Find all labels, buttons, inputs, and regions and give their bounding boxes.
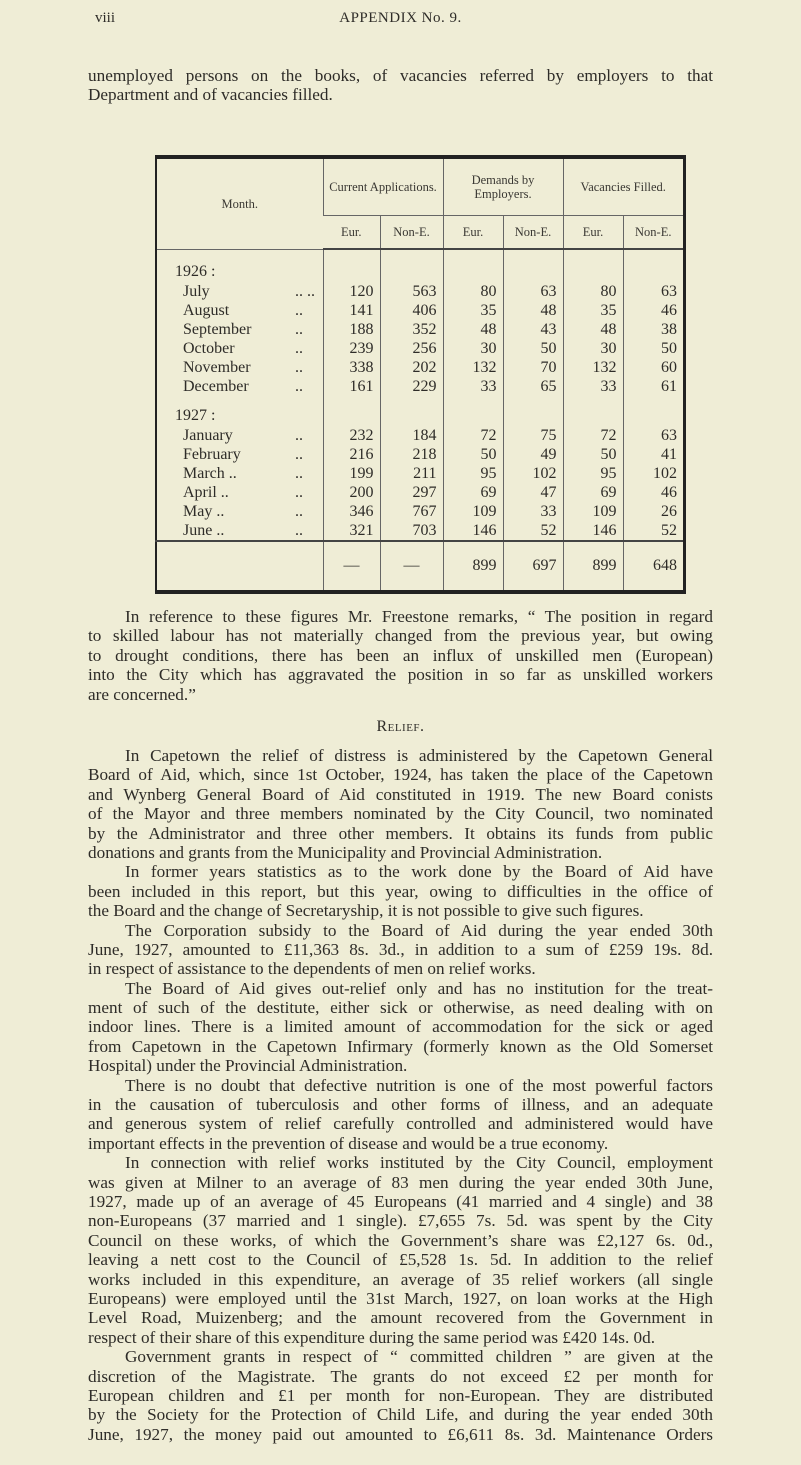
table-row xyxy=(156,320,685,339)
leader-dots: .. xyxy=(295,446,303,463)
paragraph xyxy=(88,1347,713,1444)
table-row xyxy=(156,483,685,502)
year-row xyxy=(156,262,685,282)
sub-header: Eur. xyxy=(563,216,623,250)
text-line: European children and £1 per month for non-European. They are distributed xyxy=(88,1385,713,1405)
value-cell: 563 xyxy=(380,282,443,301)
value-cell: 75 xyxy=(503,426,563,445)
value-cell: 69 xyxy=(443,483,503,502)
value-cell: 41 xyxy=(623,445,685,464)
total-cell: 899 xyxy=(443,541,503,592)
running-header: APPENDIX No. 9. xyxy=(339,10,462,26)
value-cell: 30 xyxy=(443,339,503,358)
month-label: January xyxy=(183,427,233,444)
leader-dots: .. xyxy=(295,378,303,395)
totals-row xyxy=(156,541,685,592)
value-cell: 38 xyxy=(623,320,685,339)
text-line: into the City which has aggravated the position in so far as unskilled workers xyxy=(88,665,713,685)
text-line: been included in this report, but this year, owing to difficulties in the office of xyxy=(88,881,713,901)
month-label: September xyxy=(183,321,252,338)
value-cell: 50 xyxy=(503,339,563,358)
value-cell: 352 xyxy=(380,320,443,339)
empty-cell xyxy=(323,406,380,426)
value-cell: 52 xyxy=(503,521,563,541)
value-cell: 30 xyxy=(563,339,623,358)
text-line: and Wynberg General Board of Aid constituted in 1919. The new Board conists xyxy=(88,784,713,804)
value-cell: 256 xyxy=(380,339,443,358)
empty-cell xyxy=(563,406,623,426)
text-line: by the Society for the Protection of Child Life, and during the year ended 30th xyxy=(88,1405,713,1425)
month-cell xyxy=(156,282,323,301)
total-cell: 648 xyxy=(623,541,685,592)
value-cell: 132 xyxy=(443,358,503,377)
value-cell: 43 xyxy=(503,320,563,339)
section-heading: Relief. xyxy=(376,718,425,735)
text-line: leaving a nett cost to the Council of £5,528 1s. 5d. In addition to the relief xyxy=(88,1250,713,1270)
group-header: Current Applications. xyxy=(323,157,443,216)
month-cell xyxy=(156,301,323,320)
text-line: donations and grants from the Municipality and Provincial Administration. xyxy=(88,842,603,862)
paragraph xyxy=(88,1153,713,1347)
value-cell: 120 xyxy=(323,282,380,301)
value-cell: 47 xyxy=(503,483,563,502)
year-label: 1927 : xyxy=(175,407,216,424)
text-line: The Corporation subsidy to the Board of Aid during the year ended 30th xyxy=(125,920,713,940)
table-row xyxy=(156,377,685,396)
text-line: In reference to these figures Mr. Freestone remarks, “ The position in regard xyxy=(125,607,713,626)
month-cell xyxy=(156,521,323,541)
year-label: 1926 : xyxy=(175,263,216,280)
relief-section xyxy=(88,746,713,1444)
text-line: ment of such of the destitute, either sick or otherwise, as need dealing with on xyxy=(88,998,713,1018)
empty-cell xyxy=(503,406,563,426)
value-cell: 33 xyxy=(503,502,563,521)
value-cell: 80 xyxy=(443,282,503,301)
text-line: non-Europeans (37 married and 1 single). £7,655 7s. 5d. was spent by the City xyxy=(88,1211,713,1231)
text-line: Europeans) were employed until the 31st March, 1927, on loan works at the High xyxy=(88,1288,713,1308)
value-cell: 35 xyxy=(443,301,503,320)
text-line: Council on these works, of which the Government’s share was £2,127 6s. 0d., xyxy=(88,1230,713,1250)
empty-cell xyxy=(380,406,443,426)
text-line: from Capetown in the Capetown Infirmary (formerly known as the Old Somerset xyxy=(88,1036,713,1056)
group-header: Demands by Employers. xyxy=(443,157,563,216)
value-cell: 35 xyxy=(563,301,623,320)
value-cell: 49 xyxy=(503,445,563,464)
month-label: November xyxy=(183,359,251,376)
total-cell: — xyxy=(323,541,380,592)
value-cell: 216 xyxy=(323,445,380,464)
text-line: important effects in the prevention of disease and would be a true economy. xyxy=(88,1133,609,1153)
text-line: There is no doubt that defective nutrition is one of the most powerful factors xyxy=(125,1075,713,1095)
empty-cell xyxy=(503,396,563,406)
paragraph xyxy=(88,1076,713,1154)
empty-cell xyxy=(323,262,380,282)
value-cell: 50 xyxy=(623,339,685,358)
value-cell: 200 xyxy=(323,483,380,502)
text-line: discretion of the Magistrate. The grants do not exceed £2 per month for xyxy=(88,1366,713,1386)
month-label: March .. xyxy=(183,465,237,482)
table-row xyxy=(156,464,685,483)
text-line: the Board and the change of Secretaryship, it is not possible to give such figures. xyxy=(88,901,644,921)
table-row xyxy=(156,502,685,521)
value-cell: 132 xyxy=(563,358,623,377)
value-cell: 406 xyxy=(380,301,443,320)
value-cell: 199 xyxy=(323,464,380,483)
text-line: are concerned.” xyxy=(88,684,196,704)
value-cell: 202 xyxy=(380,358,443,377)
value-cell: 52 xyxy=(623,521,685,541)
text-line: indoor lines. There is a limited amount of accommodation for the sick or aged xyxy=(88,1017,713,1037)
value-cell: 146 xyxy=(443,521,503,541)
text-line: of the Mayor and three members nominated by the City Council, two nominated xyxy=(88,804,713,824)
value-cell: 767 xyxy=(380,502,443,521)
month-column-header: Month. xyxy=(156,157,323,249)
leader-dots: .. xyxy=(295,465,303,482)
empty-cell xyxy=(623,406,685,426)
paragraph xyxy=(88,979,713,1076)
table-row xyxy=(156,445,685,464)
value-cell: 232 xyxy=(323,426,380,445)
month-label: June .. xyxy=(183,522,225,539)
value-cell: 61 xyxy=(623,377,685,396)
text-line: by the Administrator and three other members. It obtains its funds from public xyxy=(88,823,713,843)
value-cell: 211 xyxy=(380,464,443,483)
empty-cell xyxy=(623,262,685,282)
sub-header: Eur. xyxy=(323,216,380,250)
month-label: July xyxy=(183,283,210,300)
value-cell: 346 xyxy=(323,502,380,521)
month-cell xyxy=(156,464,323,483)
value-cell: 48 xyxy=(503,301,563,320)
month-cell xyxy=(156,426,323,445)
text-line: works included in this expenditure, an average of 35 relief workers (all single xyxy=(88,1269,713,1289)
table-row xyxy=(156,521,685,541)
value-cell: 188 xyxy=(323,320,380,339)
text-line: In former years statistics as to the work done by the Board of Aid have xyxy=(125,862,713,882)
month-label: April .. xyxy=(183,484,229,501)
empty-cell xyxy=(503,262,563,282)
month-cell xyxy=(156,320,323,339)
leader-dots: .. xyxy=(295,427,303,444)
page-number: viii xyxy=(95,10,116,26)
text-line: June, 1927, the money paid out amounted to £6,611 8s. 3d. Maintenance Orders xyxy=(88,1424,713,1444)
value-cell: 146 xyxy=(563,521,623,541)
leader-dots: .. xyxy=(295,302,303,319)
text-line: in respect of assistance to the dependents of men on relief works. xyxy=(88,959,536,979)
leader-dots: .. .. xyxy=(295,283,315,300)
value-cell: 46 xyxy=(623,301,685,320)
value-cell: 48 xyxy=(443,320,503,339)
month-cell xyxy=(156,377,323,396)
month-cell xyxy=(156,358,323,377)
paragraph xyxy=(88,921,713,979)
empty-cell xyxy=(623,249,685,262)
text-line: Government grants in respect of “ committed children ” are given at the xyxy=(125,1347,713,1367)
year-row xyxy=(156,406,685,426)
paragraph xyxy=(88,746,713,862)
table-row xyxy=(156,426,685,445)
spacer-row xyxy=(156,249,685,262)
value-cell: 102 xyxy=(623,464,685,483)
month-label: August xyxy=(183,302,230,319)
empty-cell xyxy=(563,262,623,282)
value-cell: 63 xyxy=(503,282,563,301)
value-cell: 63 xyxy=(623,282,685,301)
empty-cell xyxy=(563,396,623,406)
empty-cell xyxy=(323,249,380,262)
month-cell xyxy=(156,445,323,464)
value-cell: 338 xyxy=(323,358,380,377)
value-cell: 184 xyxy=(380,426,443,445)
text-line: Level Road, Muizenberg; and the amount recovered from the Government in xyxy=(88,1308,713,1328)
text-line: to skilled labour has not materially changed from the previous year, but owing xyxy=(88,626,713,646)
month-cell xyxy=(156,339,323,358)
value-cell: 229 xyxy=(380,377,443,396)
value-cell: 63 xyxy=(623,426,685,445)
text-line: In connection with relief works instituted by the City Council, employment xyxy=(125,1153,713,1173)
month-label: May .. xyxy=(183,503,225,520)
value-cell: 72 xyxy=(443,426,503,445)
value-cell: 72 xyxy=(563,426,623,445)
empty-cell xyxy=(380,396,443,406)
text-line: 1927, made up of an average of 45 Europeans (41 married and 4 single) and 38 xyxy=(88,1191,713,1211)
total-cell: — xyxy=(380,541,443,592)
empty-cell xyxy=(443,396,503,406)
table-row xyxy=(156,358,685,377)
value-cell: 703 xyxy=(380,521,443,541)
value-cell: 218 xyxy=(380,445,443,464)
empty-cell xyxy=(503,249,563,262)
empty-cell xyxy=(380,262,443,282)
month-label: February xyxy=(183,446,241,463)
empty-cell xyxy=(443,249,503,262)
text-line: The Board of Aid gives out-relief only and has no institution for the treat- xyxy=(125,978,713,998)
value-cell: 33 xyxy=(563,377,623,396)
value-cell: 50 xyxy=(563,445,623,464)
empty-cell xyxy=(623,396,685,406)
intro-paragraph xyxy=(88,66,713,105)
sub-header: Non-E. xyxy=(380,216,443,250)
month-label: December xyxy=(183,378,249,395)
leader-dots: .. xyxy=(295,359,303,376)
value-cell: 80 xyxy=(563,282,623,301)
value-cell: 26 xyxy=(623,502,685,521)
sub-header: Non-E. xyxy=(503,216,563,250)
total-cell: 899 xyxy=(563,541,623,592)
text-line: In Capetown the relief of distress is administered by the Capetown General xyxy=(125,746,713,765)
text-line: Board of Aid, which, since 1st October, 1924, has taken the place of the Capetown xyxy=(88,765,713,785)
text-line: Department and of vacancies filled. xyxy=(88,85,333,105)
text-line: respect of their share of this expenditure during the same period was £420 14s. 0d. xyxy=(88,1327,656,1347)
text-line: and generous system of relief carefully controlled and administered would have xyxy=(88,1114,713,1134)
group-header: Vacancies Filled. xyxy=(563,157,685,216)
leader-dots: .. xyxy=(295,321,303,338)
table-row xyxy=(156,339,685,358)
month-cell xyxy=(156,502,323,521)
text-line: to drought conditions, there has been an influx of unskilled men (European) xyxy=(88,645,713,665)
value-cell: 60 xyxy=(623,358,685,377)
total-cell: 697 xyxy=(503,541,563,592)
leader-dots: .. xyxy=(295,340,303,357)
month-cell xyxy=(156,483,323,502)
empty-cell xyxy=(323,396,380,406)
text-line: June, 1927, amounted to £11,363 8s. 3d., in addition to a sum of £259 19s. 8d. xyxy=(88,939,713,959)
value-cell: 321 xyxy=(323,521,380,541)
value-cell: 95 xyxy=(563,464,623,483)
text-line: in the causation of tuberculosis and other forms of illness, and an adequate xyxy=(88,1095,713,1115)
value-cell: 141 xyxy=(323,301,380,320)
empty-cell xyxy=(156,541,323,592)
value-cell: 70 xyxy=(503,358,563,377)
value-cell: 33 xyxy=(443,377,503,396)
empty-cell xyxy=(443,406,503,426)
freestone-paragraph xyxy=(88,607,713,704)
empty-cell xyxy=(563,249,623,262)
value-cell: 69 xyxy=(563,483,623,502)
empty-cell xyxy=(443,262,503,282)
table-row xyxy=(156,301,685,320)
value-cell: 109 xyxy=(443,502,503,521)
value-cell: 65 xyxy=(503,377,563,396)
sub-header: Eur. xyxy=(443,216,503,250)
table-row xyxy=(156,282,685,301)
value-cell: 161 xyxy=(323,377,380,396)
sub-header: Non-E. xyxy=(623,216,685,250)
value-cell: 109 xyxy=(563,502,623,521)
value-cell: 297 xyxy=(380,483,443,502)
value-cell: 50 xyxy=(443,445,503,464)
value-cell: 102 xyxy=(503,464,563,483)
leader-dots: .. xyxy=(295,484,303,501)
leader-dots: .. xyxy=(295,503,303,520)
value-cell: 239 xyxy=(323,339,380,358)
value-cell: 95 xyxy=(443,464,503,483)
value-cell: 46 xyxy=(623,483,685,502)
empty-cell xyxy=(380,249,443,262)
month-label: October xyxy=(183,340,235,357)
value-cell: 48 xyxy=(563,320,623,339)
spacer-row xyxy=(156,396,685,406)
text-line: Hospital) under the Provincial Administration. xyxy=(88,1056,408,1076)
empty-cell xyxy=(156,249,323,262)
empty-cell xyxy=(156,396,323,406)
paragraph xyxy=(88,862,713,920)
text-line: was given at Milner to an average of 83 men during the year ended 30th June, xyxy=(88,1172,713,1192)
text-line: unemployed persons on the books, of vacancies referred by employers to that xyxy=(88,66,713,85)
leader-dots: .. xyxy=(295,522,303,539)
employment-table xyxy=(155,155,686,594)
